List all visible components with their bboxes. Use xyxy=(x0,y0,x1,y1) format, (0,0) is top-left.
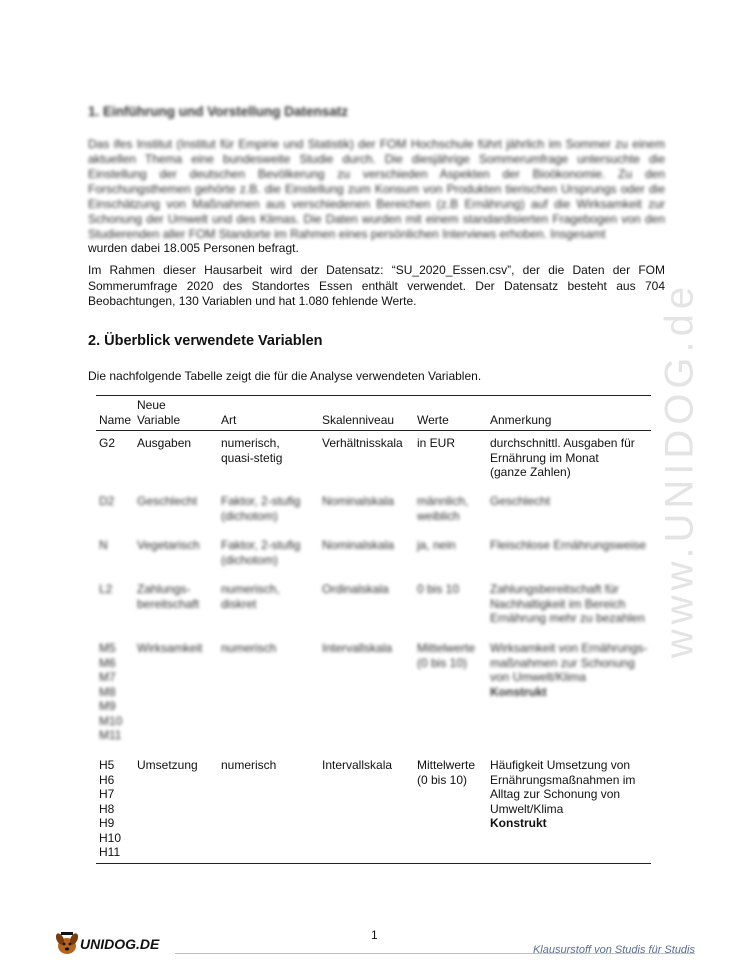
cell-name: H5 H6 H7 H8 H9 H10 H11 xyxy=(99,758,122,859)
cell-variable: Vegetarisch xyxy=(137,538,200,552)
cell-art: Faktor, 2-stufig (dichotom) xyxy=(221,494,301,523)
cell-skala: Nominalskala xyxy=(322,494,395,508)
anmerkung-text: Wirksamkeit von Ernährungs- maßnahmen zur Schonung von Umwelt/Klima xyxy=(490,641,648,684)
table-intro: Die nachfolgende Tabelle zeigt die für die Analyse verwendeten Variablen. xyxy=(88,369,482,383)
cell-skala: Nominalskala xyxy=(322,538,395,552)
logo-text: UNIDOG.DE xyxy=(80,936,160,952)
cell-werte: ja, nein xyxy=(417,538,456,552)
cell-anmerkung xyxy=(490,641,650,699)
dog-icon xyxy=(52,928,82,958)
cell-werte: in EUR xyxy=(417,436,456,450)
page-number: 1 xyxy=(371,928,378,942)
cell-werte: Mittelwerte (0 bis 10) xyxy=(417,758,476,787)
anmerkung-konstrukt: Konstrukt xyxy=(490,816,547,830)
header-name: Name xyxy=(99,413,132,427)
footer-tagline: Klausurstoff von Studis für Studis xyxy=(532,944,695,956)
cell-variable: Geschlecht xyxy=(137,494,198,508)
cell-werte: 0 bis 10 xyxy=(417,582,460,596)
section-1-heading: 1. Einführung und Vorstellung Datensatz xyxy=(88,104,349,119)
cell-art: numerisch xyxy=(221,641,277,655)
watermark: www.UNIDOG.de xyxy=(657,281,702,659)
header-werte: Werte xyxy=(417,413,449,427)
cell-werte: männlich, weiblich xyxy=(417,494,469,523)
cell-art: numerisch xyxy=(221,758,277,772)
cell-art: Faktor, 2-stufig (dichotom) xyxy=(221,538,301,567)
anmerkung-konstrukt: Konstrukt xyxy=(490,684,547,699)
cell-skala: Verhältnisskala xyxy=(322,436,403,450)
cell-name: L2 xyxy=(99,582,113,596)
cell-art: numerisch, quasi-stetig xyxy=(221,436,283,465)
cell-name: D2 xyxy=(99,494,115,508)
cell-name: N xyxy=(99,538,108,552)
cell-art: numerisch, diskret xyxy=(221,582,280,611)
para-line: die Einstellung der deutschen Bevölkerung zu verschieden Aspekten der Bioökonomie. Zu den xyxy=(88,152,665,181)
cell-werte: Mittelwerte (0 bis 10) xyxy=(417,641,476,670)
cell-skala: Intervallskala xyxy=(322,758,393,772)
para-line: Forschungsthemen gehörte z.B. die Einstellung zum Konsum von Produkten tierischen Ursprungs xyxy=(88,182,617,196)
cell-variable: Zahlungs- bereitschaft xyxy=(137,582,200,611)
cell-name: G2 xyxy=(99,436,116,450)
cell-anmerkung: Fleischlose Ernährungsweise xyxy=(490,538,647,552)
table-top-rule xyxy=(96,395,651,396)
cell-variable: Wirksamkeit xyxy=(137,641,203,655)
unidog-logo xyxy=(52,928,167,958)
cell-skala: Ordinalskala xyxy=(322,582,389,596)
header-art: Art xyxy=(221,413,237,427)
cell-anmerkung: Zahlungsbereitschaft für Nachhaltigkeit im Bereich Ernährung mehr zu bezahlen xyxy=(490,582,645,625)
cell-anmerkung: durchschnittl. Ausgaben für Ernährung im Monat (ganze Zahlen) xyxy=(490,436,635,479)
header-skalenniveau: Skalenniveau xyxy=(322,413,395,427)
cell-anmerkung: Geschlecht xyxy=(490,494,551,508)
para-line: den Studierenden aller FOM Standorte im Rahmen eines persönlichen Interviews erhoben. Insgesamt xyxy=(88,212,665,241)
para-line: oder die Einschätzung von Maßnahmen aus verschiedenen Bereichen (z.B Ernährung) auf die Wirksamkeit xyxy=(88,182,665,211)
para-line: einem aktuellen Thema eine bundesweite Studie durch. Die diesjährige Sommerumfrage untersuchte xyxy=(88,137,665,166)
para-line: zur Schonung der Umwelt und des Klimas. Die Daten wurden mit einem standardisierten Fragebogen von xyxy=(88,197,665,226)
section-1-paragraph-last-line: wurden dabei 18.005 Personen befragt. xyxy=(88,241,299,255)
cell-skala: Intervallskala xyxy=(322,641,393,655)
cell-variable: Ausgaben xyxy=(137,436,192,450)
section-2-heading: 2. Überblick verwendete Variablen xyxy=(88,333,323,349)
table-header-rule xyxy=(96,430,651,431)
table-bottom-rule xyxy=(96,863,651,864)
header-variable: Neue Variable xyxy=(137,398,181,427)
cell-variable: Umsetzung xyxy=(137,758,198,772)
header-anmerkung: Anmerkung xyxy=(490,413,552,427)
para-line: Das ifes Institut (Institut für Empirie und Statistik) der FOM Hochschule führt jährlich im Sommer zu xyxy=(88,137,628,151)
anmerkung-text: Häufigkeit Umsetzung von Ernährungsmaßnahmen im Alltag zur Schonung von Umwelt/Klima xyxy=(490,758,636,816)
cell-anmerkung xyxy=(490,758,650,831)
section-1-paragraph xyxy=(88,137,665,242)
section-1-paragraph-2: Im Rahmen dieser Hausarbeit wird der Datensatz: “SU_2020_Essen.csv”, der die Daten der FOM Sommerumfrage 2020 des Standortes Essen enthält verwendet. Der Datensatz besteht aus 704 Beobachtungen, 130 Variablen und hat 1.080 fehlende Werte. xyxy=(88,263,665,308)
cell-name: M5 M6 M7 M8 M9 M10 M11 xyxy=(99,641,123,742)
